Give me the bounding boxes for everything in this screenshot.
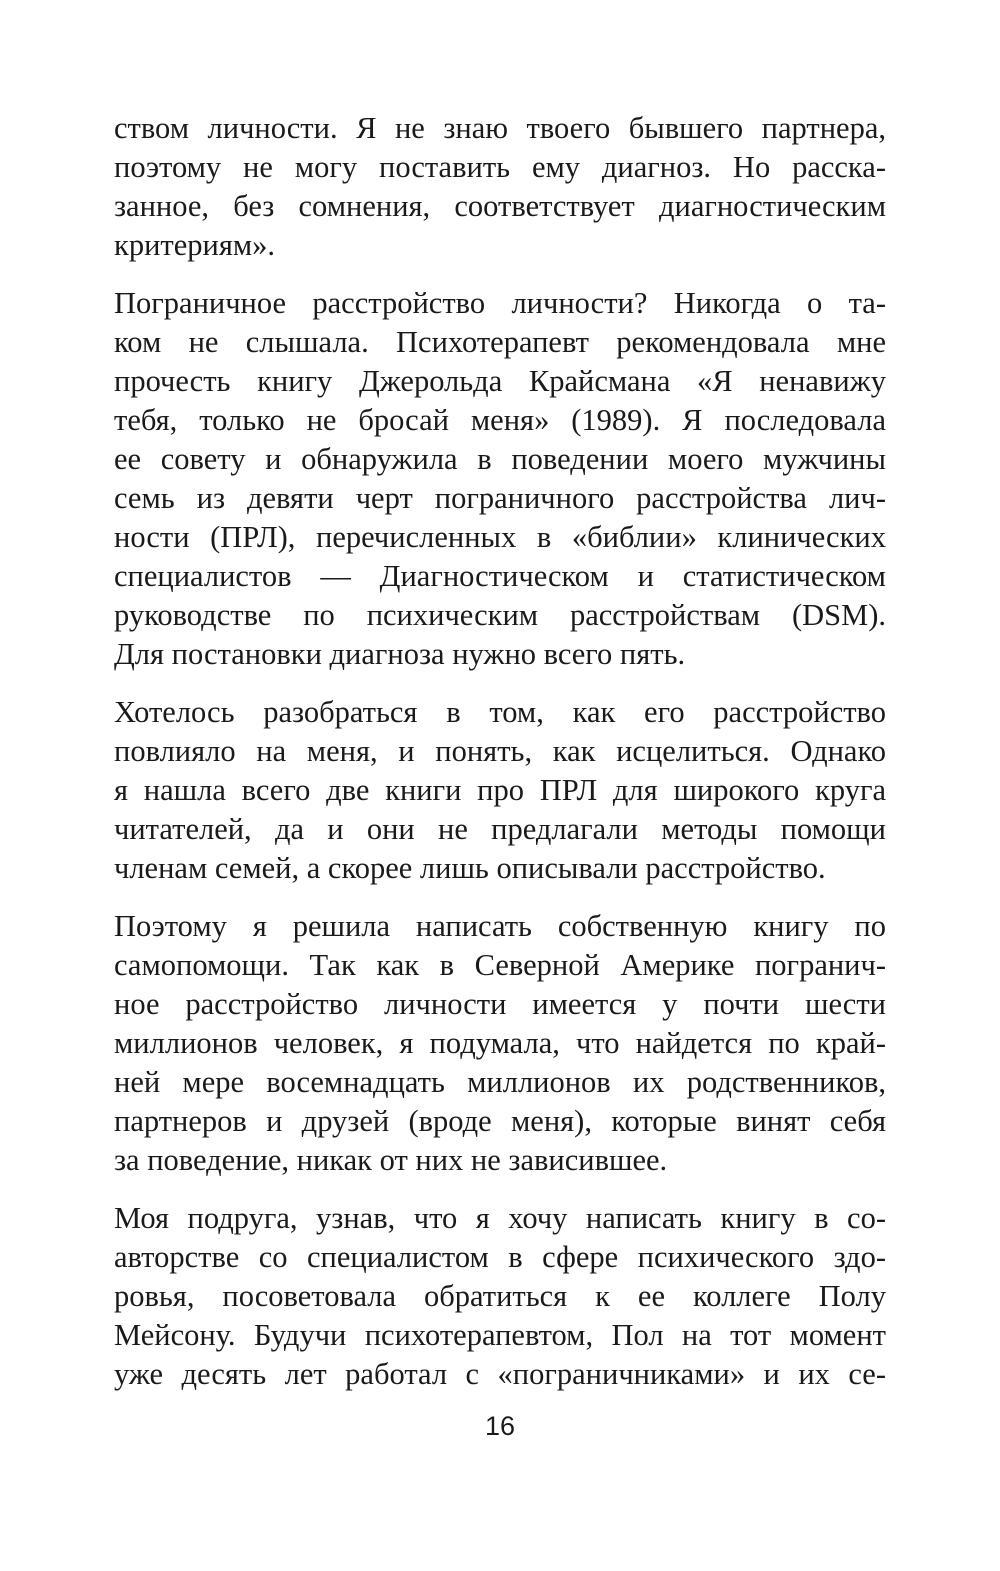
paragraph (114, 907, 886, 1180)
text-line: ством личности. Я не знаю твоего бывшего партнера, (114, 111, 886, 145)
text-line: миллионов человек, я подумала, что найдется по край- (114, 1026, 886, 1060)
text-line: читателей, да и они не предлагали методы помощи (114, 812, 886, 846)
text-line: прочесть книгу Джерольда Крайсмана «Я ненавижу (114, 364, 886, 398)
text-line: ней мере восемнадцать миллионов их родственников, (114, 1065, 886, 1099)
text-line: специалистов — Диагностическом и статистическом (114, 559, 886, 593)
text-line: занное, без сомнения, соответствует диагностическим (114, 189, 886, 223)
text-line: самопомощи. Так как в Северной Америке погранич- (114, 948, 886, 982)
text-line: Моя подруга, узнав, что я хочу написать книгу в со- (114, 1201, 886, 1235)
text-line: Для постановки диагноза нужно всего пять. (114, 637, 686, 671)
text-line: уже десять лет работал с «пограничниками» и их се- (114, 1357, 886, 1391)
text-line: поэтому не могу поставить ему диагноз. Но расска- (114, 150, 886, 184)
paragraph (114, 693, 886, 888)
paragraph (114, 109, 886, 265)
text-line: за поведение, никак от них не зависившее. (114, 1143, 668, 1177)
paragraph (114, 1199, 886, 1394)
text-line: Пограничное расстройство личности? Никогда о та- (114, 286, 886, 320)
text-line: Хотелось разобраться в том, как его расстройство (114, 695, 886, 729)
paragraph-spacer (114, 265, 886, 284)
text-line: Поэтому я решила написать собственную книгу по (114, 909, 886, 943)
page-number: 16 (484, 1411, 516, 1441)
text-line: повлияло на меня, и понять, как исцелиться. Однако (114, 734, 886, 768)
paragraph (114, 284, 886, 674)
text-line: тебя, только не бросай меня» (1989). Я последовала (114, 403, 886, 437)
text-line: партнеров и друзей (вроде меня), которые винят себя (114, 1104, 886, 1138)
paragraph-spacer (114, 674, 886, 693)
text-line: я нашла всего две книги про ПРЛ для широкого круга (114, 773, 886, 807)
text-line: ее совету и обнаружила в поведении моего мужчины (114, 442, 886, 476)
text-line: Мейсону. Будучи психотерапевтом, Пол на тот момент (114, 1318, 886, 1352)
paragraph-spacer (114, 888, 886, 907)
text-line: членам семей, а скорее лишь описывали расстройство. (114, 851, 826, 885)
paragraph-spacer (114, 1180, 886, 1199)
text-line: руководстве по психическим расстройствам (DSM). (114, 598, 886, 632)
text-line: ности (ПРЛ), перечисленных в «библии» клинических (114, 520, 886, 554)
text-line: ровья, посоветовала обратиться к ее коллеге Полу (114, 1279, 886, 1313)
body-text (114, 109, 886, 1394)
text-line: критериям». (114, 228, 276, 262)
text-line: ное расстройство личности имеется у почти шести (114, 987, 886, 1021)
text-line: авторстве со специалистом в сфере психического здо- (114, 1240, 886, 1274)
text-line: семь из девяти черт пограничного расстройства лич- (114, 481, 886, 515)
text-line: ком не слышала. Психотерапевт рекомендовала мне (114, 325, 886, 359)
